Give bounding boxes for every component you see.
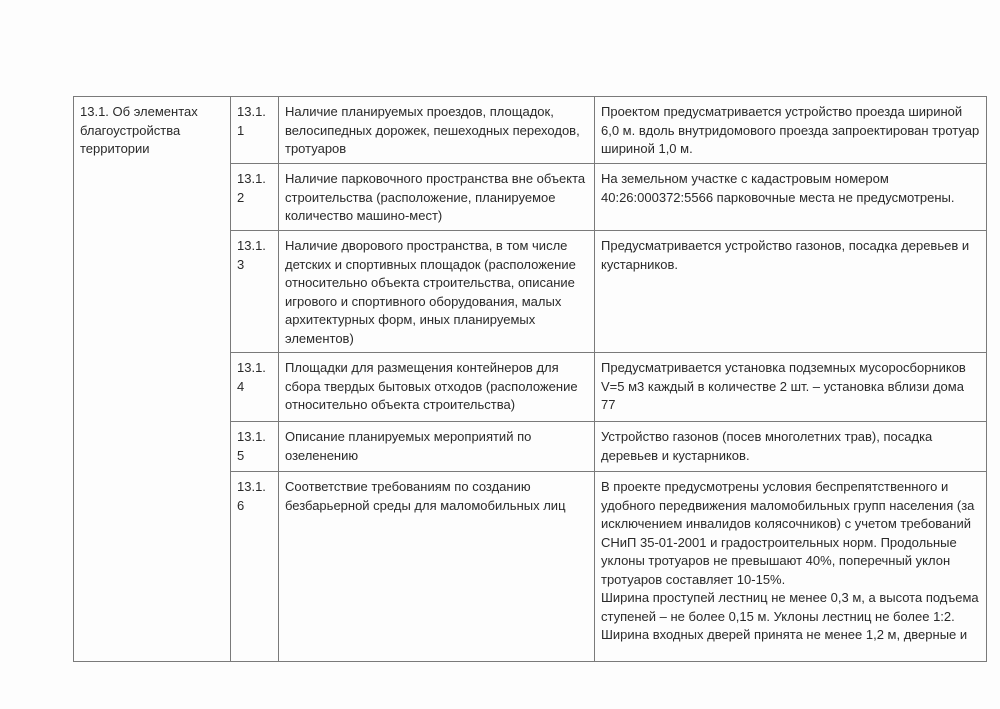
item-number: 13.1.4 <box>231 353 279 422</box>
item-number: 13.1.3 <box>231 231 279 353</box>
item-number: 13.1.2 <box>231 164 279 231</box>
item-parameter: Наличие дворового пространства, в том числе детских и спортивных площадок (расположение относительно объекта строительства, описание игрового и спортивного оборудования, малых архитектурных форм, иных планируемых элементов) <box>279 231 595 353</box>
item-value: На земельном участке с кадастровым номером 40:26:000372:5566 парковочные места не предусмотрены. <box>595 164 987 231</box>
item-parameter: Наличие парковочного пространства вне объекта строительства (расположение, планируемое количество машино-мест) <box>279 164 595 231</box>
section-title-cell: 13.1. Об элементах благоустройства территории <box>74 97 231 662</box>
item-value: Устройство газонов (посев многолетних трав), посадка деревьев и кустарников. <box>595 422 987 472</box>
item-number: 13.1.5 <box>231 422 279 472</box>
item-number: 13.1.1 <box>231 97 279 164</box>
item-value: Предусматривается устройство газонов, посадка деревьев и кустарников. <box>595 231 987 353</box>
item-value <box>595 472 987 662</box>
item-parameter: Описание планируемых мероприятий по озеленению <box>279 422 595 472</box>
value-paragraph: Ширина проступей лестниц не менее 0,3 м, а высота подъема ступеней – не более 0,15 м. Уклоны лестниц не более 1:2. <box>601 590 979 624</box>
table-row <box>74 97 987 164</box>
item-parameter: Площадки для размещения контейнеров для сбора твердых бытовых отходов (расположение относительно объекта строительства) <box>279 353 595 422</box>
item-parameter: Соответствие требованиям по созданию безбарьерной среды для маломобильных лиц <box>279 472 595 662</box>
improvement-elements-table <box>73 96 987 662</box>
value-paragraph: Ширина входных дверей принята не менее 1,2 м, дверные и <box>601 627 968 642</box>
item-value: Проектом предусматривается устройство проезда шириной 6,0 м. вдоль внутридомового проезда запроектирован тротуар шириной 1,0 м. <box>595 97 987 164</box>
value-paragraph: В проекте предусмотрены условия беспрепятственного и удобного передвижения маломобильных групп населения (за исключением инвалидов колясочников) с учетом требований СНиП 35-01-2001 и градостроительных норм. Продольные уклоны тротуаров не превышают 40%, поперечный уклон тротуаров составляет 10-15%. <box>601 479 975 587</box>
item-value: Предусматривается установка подземных мусоросборников V=5 м3 каждый в количестве 2 шт. – установка вблизи дома 77 <box>595 353 987 422</box>
item-number: 13.1.6 <box>231 472 279 662</box>
item-parameter: Наличие планируемых проездов, площадок, велосипедных дорожек, пешеходных переходов, тротуаров <box>279 97 595 164</box>
